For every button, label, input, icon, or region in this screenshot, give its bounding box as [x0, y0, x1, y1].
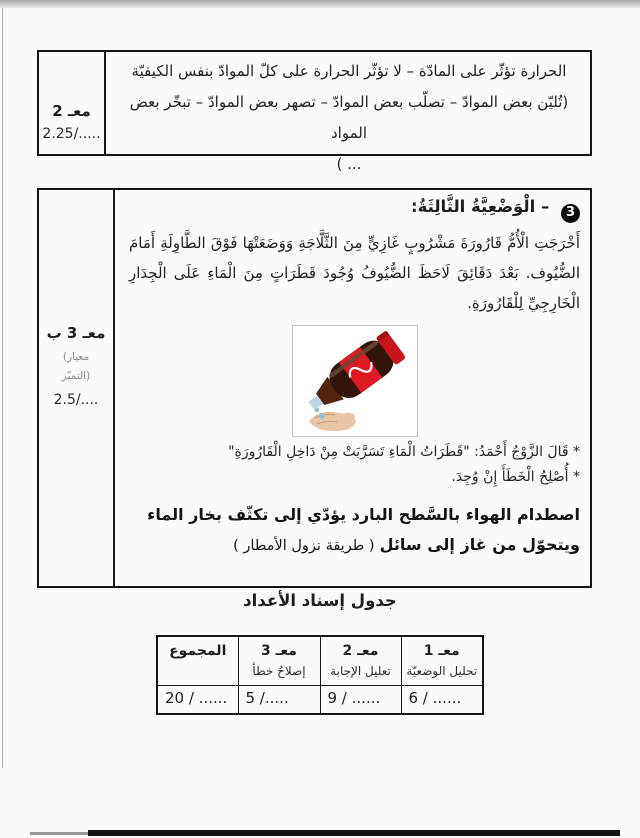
criterion2-answer-box: [37, 50, 592, 173]
header-criterion3: معـ 3 إصلاحُ خطأ: [238, 636, 320, 685]
header-criterion1: معـ 1 تحليل الوضعيّة: [401, 636, 483, 685]
hand-icon: [309, 411, 356, 430]
situation-paragraph: أَخْرَجَتِ الْأُمُّ قَارُورَةَ مَشْرُوبٍ غَازِيٍّ مِنَ الثَّلَّاجَةِ وَوَضَعَتْهَا فَوْقَ الطَّاوِلَةِ أَمَامَ الضُّيُوف. بَعْدَ دَقَائِقَ لَاحَظَ الضُّيُوفُ وُجُودَ قَطَرَاتٍ مِنَ الْمَاءِ عَلَى الْجِدَارِ الْخَارِجِيِّ لِلْقَارُورَةِ.: [129, 233, 580, 312]
situation3-content: [117, 190, 590, 586]
scan-top-edge-bar: [0, 0, 640, 8]
criterion2-margin-cell: [39, 52, 106, 154]
answer-line-2: (تُليّن بعض الموادّ – تصلّب بعض الموادّ – تصهر بعض الموادّ – تبخّر بعض المواد: [129, 93, 569, 142]
header-criterion2: معـ 2 تعليل الإجابة: [320, 636, 401, 685]
grades-table: [156, 635, 484, 715]
cola-bottle-icon: [300, 328, 407, 420]
criterion2-answer-text: [108, 52, 590, 173]
criterion2-score: 2.25/.....: [42, 126, 101, 142]
note-line-2: التميّز): [61, 369, 91, 382]
scan-left-edge-line: [2, 8, 3, 768]
bullet-husband-quote: * قَالَ الزَّوْجُ أَحْمَدُ: "قَطَرَاتُ الْمَاءِ تَسَرَّبَتْ مِنْ دَاخِلِ الْقَارُورَةِ": [228, 443, 580, 460]
question-bullets: [129, 440, 580, 490]
cola-bottle-figure: [292, 325, 418, 437]
excellence-criterion-note: [62, 348, 90, 386]
answer-line-3: ( ...: [336, 155, 362, 173]
value-criterion1: 6 / ......: [401, 685, 483, 714]
scan-bottom-bar-black: [88, 830, 620, 836]
section-heading: [129, 194, 580, 223]
note-line-1: (معيار: [62, 350, 90, 363]
answer-main-text: اصطدام الهواء بالسَّطح البارد يؤدّي إلى تكثّف بخار الماء ويتحوّل من غاز إلى سائل: [147, 504, 580, 554]
grades-table-title: جدول إسناد الأعداد: [243, 591, 397, 610]
answer-line-1: الحرارة تؤثّر على المادّة – لا تؤثّر الحرارة على كلّ الموادّ بنفس الكيفيّة: [131, 62, 567, 80]
student-answer: [129, 500, 580, 561]
criterion3-score: 2.5/....: [53, 391, 99, 408]
section-title: – الْوَضْعِيَّةُ الثَّالِثَةُ:: [410, 197, 550, 216]
situation3-box: [37, 188, 592, 588]
criterion3-label: معـ 3 ب: [46, 323, 106, 342]
value-total: 20 / ......: [157, 685, 238, 714]
grades-values-row: [157, 685, 483, 714]
scan-bottom-bar-gray: [30, 832, 88, 835]
situation3-margin-cell: [39, 190, 115, 586]
answer-parenthetical: ( طريقة نزول الأمطار ): [233, 537, 375, 554]
grades-header-row: [157, 636, 483, 685]
value-criterion3: 5 /.....: [238, 685, 320, 714]
bullet-fix-error: * أُصْلِحُ الْخَطَأَ إِنْ وُجِدَ.: [451, 468, 580, 485]
header-total: المجموع: [157, 636, 238, 685]
criterion2-label: معـ 2: [52, 102, 91, 120]
value-criterion2: 9 / ......: [320, 685, 401, 714]
section-number-badge: 3: [561, 204, 580, 223]
